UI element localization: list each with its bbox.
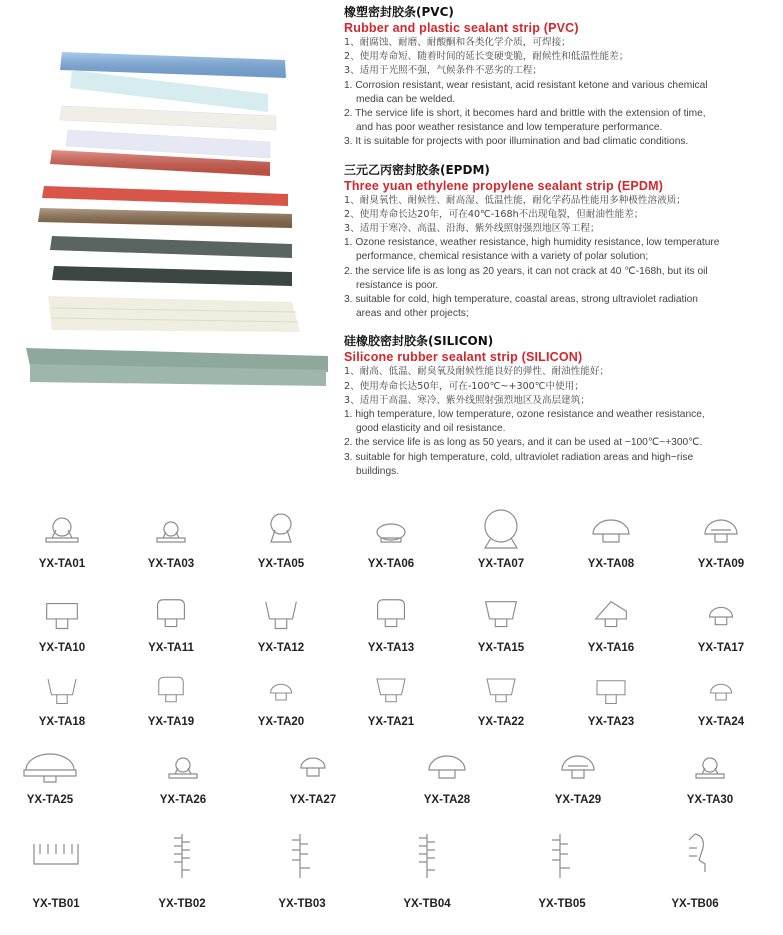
profile-shape <box>691 508 751 556</box>
profile-label: YX-TA25 <box>26 794 74 806</box>
section-title-en: Three yuan ethylene propylene sealant strip (EPDM) <box>344 178 664 193</box>
profile-yx-ta30 <box>660 744 760 806</box>
profile-shape <box>361 594 421 640</box>
desc-line: 1. Ozone resistance, weather resistance, high humidity resistance, low temperature <box>344 237 720 249</box>
profile-outline <box>552 834 570 878</box>
profile-outline <box>485 510 517 548</box>
profile-shape <box>26 830 86 896</box>
profile-label: YX-TA13 <box>367 642 415 654</box>
profile-yx-ta11 <box>121 594 221 654</box>
profile-yx-ta17 <box>671 594 771 654</box>
profile-shape <box>153 744 213 792</box>
profile-outline <box>696 758 724 778</box>
profile-label: YX-TA01 <box>38 558 86 570</box>
profile-shape <box>20 744 80 792</box>
profile-yx-ta08 <box>561 508 661 570</box>
profile-outline <box>174 834 190 878</box>
desc-line: 1、耐腐蚀、耐磨、耐酸酮和各类化学介质，可焊接； <box>344 37 571 48</box>
profile-label: YX-TA21 <box>367 716 415 728</box>
profile-shape <box>251 672 311 714</box>
profile-yx-ta22 <box>451 672 551 728</box>
profile-yx-ta07 <box>451 508 551 570</box>
sealant-strips-photo <box>0 0 330 500</box>
profile-yx-ta01 <box>12 508 112 570</box>
profile-outline <box>377 679 405 702</box>
profile-outline <box>705 520 737 542</box>
profile-outline <box>597 681 625 704</box>
profile-yx-ta27 <box>263 744 363 806</box>
profile-label: YX-TA09 <box>697 558 745 570</box>
profile-yx-tb01 <box>6 830 106 910</box>
strip-cream <box>48 296 300 332</box>
desc-line: 2、使用寿命长达20年，可在40℃-168h不出现龟裂，但耐油性能差； <box>344 208 644 220</box>
profile-label: YX-TA10 <box>38 642 86 654</box>
desc-line: performance, chemical resistance with a variety of polar solution; <box>356 251 649 263</box>
profile-shape <box>417 744 477 792</box>
profile-label: YX-TA26 <box>159 794 207 806</box>
section-title-en: Silicone rubber sealant strip (SILICON) <box>344 350 583 365</box>
profile-label: YX-TB02 <box>158 898 206 910</box>
strip-white <box>60 106 276 130</box>
profile-yx-ta23 <box>561 672 661 728</box>
profile-yx-ta18 <box>12 672 112 728</box>
profile-outline <box>271 684 292 700</box>
profile-label: YX-TA29 <box>554 794 602 806</box>
profile-label: YX-TB03 <box>278 898 326 910</box>
profile-outline <box>689 834 705 872</box>
profile-label: YX-TA08 <box>587 558 635 570</box>
profile-label: YX-TA28 <box>423 794 471 806</box>
profile-shape <box>691 594 751 640</box>
desc-line: 3. suitable for high temperature, cold, ultraviolet radiation areas and high−rise <box>344 451 694 463</box>
profile-yx-tb02 <box>132 830 232 910</box>
profile-yx-ta28 <box>397 744 497 806</box>
profile-outline <box>157 522 185 542</box>
profile-outline <box>429 756 465 778</box>
profile-label: YX-TA18 <box>38 716 86 728</box>
profile-label: YX-TB06 <box>671 898 719 910</box>
section-silicon <box>344 333 774 479</box>
desc-line: buildings. <box>356 465 400 477</box>
profile-label: YX-TA20 <box>257 716 305 728</box>
profile-label: YX-TA05 <box>257 558 305 570</box>
desc-line: 3、适用于寒冷、高温、沿海、紫外线照射强烈地区等工程； <box>344 223 600 235</box>
profile-shape <box>283 744 343 792</box>
profile-label: YX-TA22 <box>477 716 525 728</box>
strip-charcoal <box>52 266 292 286</box>
profile-yx-ta25 <box>0 744 100 806</box>
profile-yx-ta05 <box>231 508 331 570</box>
section-title-cn: 橡塑密封胶条(PVC) <box>344 5 454 19</box>
profile-outline <box>596 602 627 627</box>
profile-shape <box>397 830 457 896</box>
desc-line: good elasticity and oil resistance. <box>356 423 506 435</box>
profile-label: YX-TA07 <box>477 558 525 570</box>
strip-red-2 <box>42 186 288 206</box>
profile-yx-ta15 <box>451 594 551 654</box>
profile-outline <box>24 754 76 782</box>
profile-label: YX-TA19 <box>147 716 195 728</box>
profile-outline <box>47 604 78 629</box>
desc-line: 2. The service life is short, it becomes hard and brittle with the extension of time, <box>344 108 706 120</box>
section-title-cn: 三元乙丙密封胶条(EPDM) <box>344 162 490 177</box>
profile-outline <box>34 844 78 864</box>
profile-outline <box>292 834 310 878</box>
profile-outline <box>593 520 629 542</box>
profile-label: YX-TA03 <box>147 558 195 570</box>
profile-label: YX-TA16 <box>587 642 635 654</box>
profile-label: YX-TB05 <box>538 898 586 910</box>
profile-yx-ta13 <box>341 594 441 654</box>
profile-outline <box>377 524 405 542</box>
profile-shape <box>665 830 725 896</box>
profile-yx-tb03 <box>252 830 352 910</box>
profile-shape <box>152 830 212 896</box>
profile-shape <box>272 830 332 896</box>
description-column <box>344 4 774 485</box>
profile-shape <box>141 508 201 556</box>
desc-line: 3. It is suitable for projects with poor illumination and bad climatic conditions. <box>344 136 689 148</box>
profile-outline <box>169 758 197 778</box>
profile-shape <box>141 672 201 714</box>
profile-shape <box>548 744 608 792</box>
profile-outline <box>486 602 517 627</box>
profile-label: YX-TA06 <box>367 558 415 570</box>
profile-shape <box>251 508 311 556</box>
profile-shape <box>32 594 92 640</box>
profile-label: YX-TA30 <box>686 794 734 806</box>
profile-shape <box>532 830 592 896</box>
profile-shape <box>680 744 740 792</box>
profile-outline <box>158 600 185 627</box>
profile-yx-ta03 <box>121 508 221 570</box>
desc-line: 1、耐臭氧性、耐候性、耐高湿、低温性能，耐化学药品性能用多种极性溶液质； <box>344 194 686 206</box>
profile-label: YX-TB04 <box>403 898 451 910</box>
profile-label: YX-TA12 <box>257 642 305 654</box>
desc-line: areas and other projects; <box>356 308 469 320</box>
profile-shape <box>581 672 641 714</box>
profile-label: YX-TA17 <box>697 642 745 654</box>
profile-outline <box>710 607 733 624</box>
desc-line: 2. the service life is as long as 20 years, it can not crack at 40 ℃-168h, but its oil <box>344 265 708 277</box>
section-title-cn: 硅橡胶密封胶条(SILICON) <box>344 334 494 349</box>
profile-outline <box>487 679 515 702</box>
profile-yx-ta16 <box>561 594 661 654</box>
profile-shape <box>141 594 201 640</box>
profile-shape <box>691 672 751 714</box>
desc-line: 3、适用于高温、寒冷、紫外线照射强烈地区及高层建筑； <box>344 394 590 406</box>
profile-shape <box>471 672 531 714</box>
desc-line: 1. Corrosion resistant, wear resistant, acid resistant ketone and various chemical <box>344 79 708 91</box>
profile-label: YX-TB01 <box>32 898 80 910</box>
profile-yx-ta29 <box>528 744 628 806</box>
profile-label: YX-TA15 <box>477 642 525 654</box>
profile-yx-ta20 <box>231 672 331 728</box>
section-pvc <box>344 4 774 150</box>
profile-yx-tb05 <box>512 830 612 910</box>
profile-shape <box>361 508 421 556</box>
profile-outline <box>419 834 435 878</box>
desc-line: 2、使用寿命长达50年，可在-100℃~+300℃中使用； <box>344 380 584 392</box>
profile-outline <box>711 684 732 700</box>
profile-outline <box>159 677 184 702</box>
profile-yx-tb04 <box>377 830 477 910</box>
section-title-en: Rubber and plastic sealant strip (PVC) <box>344 21 579 35</box>
profile-outline <box>301 758 325 776</box>
profile-shape <box>251 594 311 640</box>
profile-yx-ta12 <box>231 594 331 654</box>
profile-shape <box>471 594 531 640</box>
desc-line: 1. high temperature, low temperature, ozone resistance and weather resistance, <box>344 409 705 421</box>
section-epdm <box>344 162 774 322</box>
profile-yx-ta19 <box>121 672 221 728</box>
profile-shape <box>361 672 421 714</box>
desc-line: resistance is poor. <box>356 279 439 291</box>
desc-line: media can be welded. <box>356 93 456 105</box>
desc-line: 3. suitable for cold, high temperature, coastal areas, strong ultraviolet radiation <box>344 294 698 306</box>
profile-outline <box>271 514 291 542</box>
profile-label: YX-TA11 <box>148 642 194 654</box>
profile-yx-ta10 <box>12 594 112 654</box>
desc-line: 3、适用于光照不强，气候条件不恶劣的工程； <box>344 65 542 77</box>
desc-line: 1、耐高、低温、耐臭氧及耐候性能良好的弹性、耐油性能好； <box>344 366 610 378</box>
profile-outline <box>266 602 297 629</box>
profile-shape <box>32 508 92 556</box>
profile-yx-ta06 <box>341 508 441 570</box>
profile-yx-ta26 <box>133 744 233 806</box>
profile-shape <box>581 594 641 640</box>
profile-label: YX-TA27 <box>289 794 337 806</box>
desc-line: and has poor weather resistance and low temperature performance. <box>356 122 663 134</box>
profile-yx-ta09 <box>671 508 771 570</box>
profile-shape <box>32 672 92 714</box>
profile-outline <box>378 600 405 627</box>
desc-line: 2. the service life is as long as 50 years, and it can be used at −100℃~+300℃. <box>344 437 703 449</box>
strip-dark-grey <box>50 236 292 258</box>
desc-line: 2、使用寿命短、随着时间的延长变硬变脆，耐候性和低温性能差； <box>344 51 629 63</box>
profile-label: YX-TA23 <box>587 716 635 728</box>
profile-shape <box>581 508 641 556</box>
profile-yx-tb06 <box>645 830 745 910</box>
profile-label: YX-TA24 <box>697 716 745 728</box>
profile-yx-ta24 <box>671 672 771 728</box>
profile-yx-ta21 <box>341 672 441 728</box>
profile-outline <box>562 756 594 778</box>
profile-outline <box>46 518 78 542</box>
profile-outline <box>48 679 76 704</box>
profile-shape <box>471 508 531 556</box>
